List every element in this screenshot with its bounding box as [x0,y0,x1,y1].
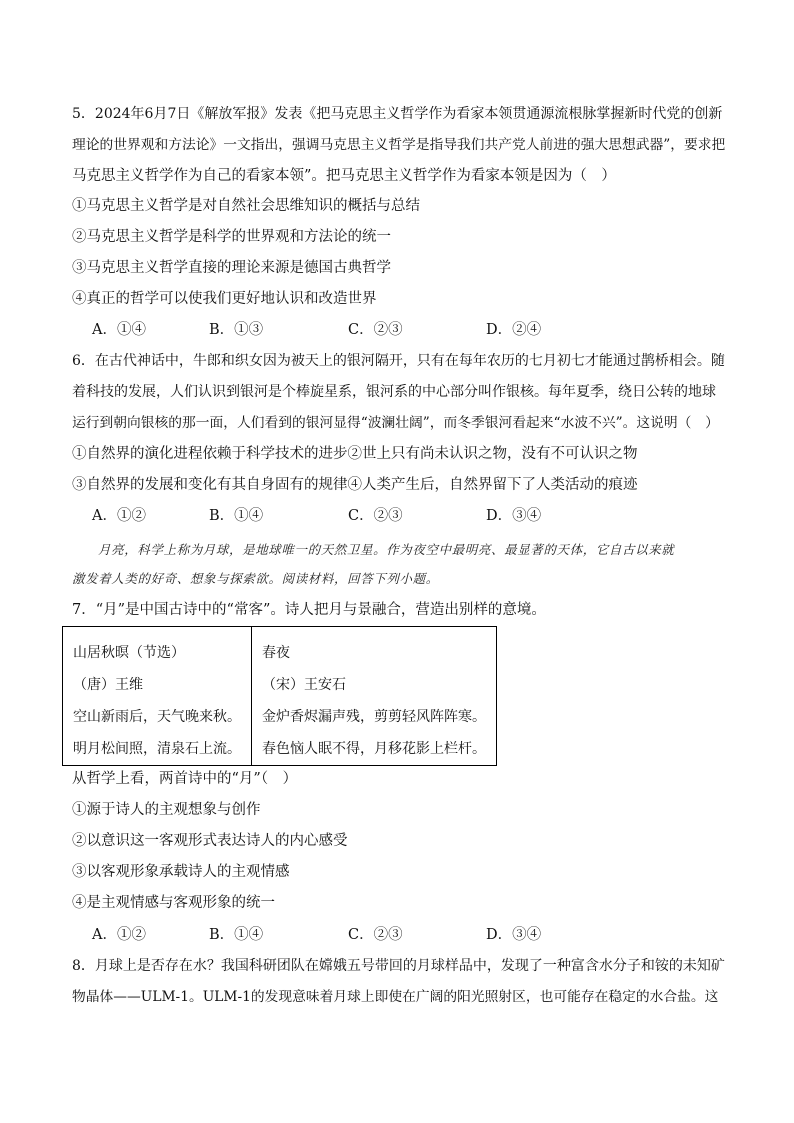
poem-right-title: 春夜 [262,645,290,661]
q6-item-1: ①自然界的演化进程依赖于科学技术的进步②世上只有尚未认识之物，没有不可认识之物 [72,446,638,462]
q6-option-d[interactable]: D．③④ [486,508,542,524]
q5-option-b[interactable]: B．①③ [209,322,264,338]
poem-right-verse-2: 春色恼人眠不得，月移花影上栏杆。 [262,741,486,757]
q5-option-d[interactable]: D．②④ [486,322,542,338]
q5-stem-line-1: 5．2024年6月7日《解放军报》发表《把马克思主义哲学作为看家本领贯通源流根脉掌握新时代党的创新 [72,106,723,122]
q7-option-c[interactable]: C．②③ [348,927,403,943]
q5-option-a[interactable]: A．①④ [92,322,146,338]
poem-right-author: （宋）王安石 [262,677,346,693]
q7-option-a[interactable]: A．①② [92,927,146,943]
poem-right-cell [252,627,497,766]
q5-item-2: ②马克思主义哲学是科学的世界观和方法论的统一 [72,229,391,245]
q6-option-b[interactable]: B．①④ [209,508,264,524]
q6-item-2: ③自然界的发展和变化有其自身固有的规律④人类产生后，自然界留下了人类活动的痕迹 [72,477,638,493]
q7-stem: 7．“月”是中国古诗中的“常客”。诗人把月与景融合，营造出别样的意境。 [72,602,546,618]
poem-right-verse-1: 金炉香烬漏声残，剪剪轻风阵阵寒。 [262,709,486,725]
q8-stem-line-1: 8．月球上是否存在水？我国科研团队在嫦娥五号带回的月球样品中，发现了一种富含水分子和铵的未知矿 [72,958,725,974]
q7-question: 从哲学上看，两首诗中的“月”（ ） [72,771,298,787]
poem-left-verse-2: 明月松间照，清泉石上流。 [73,741,241,757]
poem-left-author: （唐）王维 [73,677,143,693]
q7-option-b[interactable]: B．①④ [209,927,264,943]
q5-option-c[interactable]: C．②③ [348,322,403,338]
passage-line-2: 激发着人类的好奇、想象与探索欲。阅读材料，回答下列小题。 [72,571,439,586]
q6-option-c[interactable]: C．②③ [348,508,403,524]
q5-item-1: ①马克思主义哲学是对自然社会思维知识的概括与总结 [72,198,420,214]
q7-item-2: ②以意识这一客观形式表达诗人的内心感受 [72,833,348,849]
q5-item-4: ④真正的哲学可以使我们更好地认识和改造世界 [72,291,377,307]
q6-stem-line-3: 运行到朝向银核的那一面，人们看到的银河显得“波澜壮阔”，而冬季银河看起来“水波不兴”。这说明（ ） [72,415,719,431]
q6-option-a[interactable]: A．①② [92,508,146,524]
q5-stem-line-2: 理论的世界观和方法论》一文指出，强调马克思主义哲学是指导我们共产党人前进的强大思想武器”，要求把 [72,137,726,153]
q7-option-d[interactable]: D．③④ [486,927,542,943]
poem-left-cell [63,627,252,766]
q7-item-3: ③以客观形象承载诗人的主观情感 [72,864,290,880]
q8-stem-line-2: 物晶体——ULM-1。ULM-1的发现意味着月球上即使在广阔的阳光照射区，也可能存在稳定的水合盐。这 [72,989,719,1005]
poem-left-verse-1: 空山新雨后，天气晚来秋。 [73,709,241,725]
poem-left-title: 山居秋暝（节选） [73,645,185,661]
q6-stem-line-2: 着科技的发展，人们认识到银河是个棒旋星系，银河系的中心部分叫作银核。每年夏季，绕日公转的地球 [72,384,716,400]
q5-item-3: ③马克思主义哲学直接的理论来源是德国古典哲学 [72,260,391,276]
q6-stem-line-1: 6．在古代神话中，牛郎和织女因为被天上的银河隔开，只有在每年农历的七月初七才能通过鹊桥相会。随 [72,353,725,369]
poem-table [62,626,497,766]
passage-line-1: 月亮，科学上称为月球，是地球唯一的天然卫星。作为夜空中最明亮、最显著的天体，它自古以来就 [98,542,675,557]
q5-stem-line-3: 马克思主义哲学作为自己的看家本领”。把马克思主义哲学作为看家本领是因为（ ） [72,168,616,184]
q7-item-1: ①源于诗人的主观想象与创作 [72,802,261,818]
q7-item-4: ④是主观情感与客观形象的统一 [72,895,275,911]
